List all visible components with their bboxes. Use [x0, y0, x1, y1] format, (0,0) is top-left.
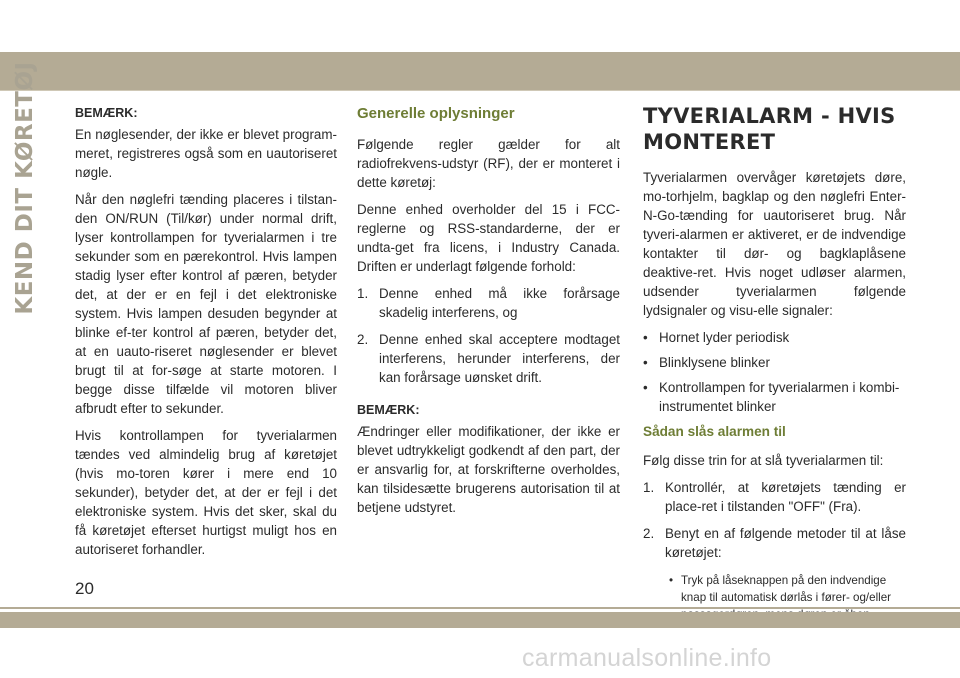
- item-marker: 1.: [643, 480, 655, 495]
- bullet-item: [643, 353, 906, 372]
- column-left: [75, 104, 337, 567]
- sub-bullet-text: Tryk på låseknappen på den indvendige knap til automatisk dørlås i fører- og/eller: [681, 574, 892, 604]
- subsection-heading: Sådan slås alarmen til: [643, 424, 786, 439]
- bullet-icon: •: [669, 574, 674, 587]
- paragraph: Hvis kontrollampen for tyverialarmen tændes ved almindelig brug af køretøjet (hvis mo-toren kører i mere end 10 sekunder), betyder det, at der er fejl i det elektroniske system. Hvis det sker, skal du få køretøjet efterset hurtigst muligt hos en autoriseret forhandler.: [75, 428, 337, 557]
- note-text: En nøglesender, der ikke er blevet program-meret, registreres også som en uautoriseret nøgle.: [75, 127, 337, 180]
- watermark: carmanualsonline.info: [522, 644, 772, 672]
- paragraph: Når den nøglefri tænding placeres i tilstan-den ON/RUN (Til/kør) under normal drift, lyser kontrollampen for tyverialarmen i tre sekunder som en pærekontrol. Hvis lampen stadig lyser efter kontrol af pæren, betyder det, at der er en fejl i det elektroniske system. Hvis lampen desuden begynder at blinke ef-ter kontrol af pæren, betyder det, at en uauto-riseret nøglesender er blevet brugt til at for-søge at starte motoren. I begge disse tilfælde vil motoren bliver afbrudt efter to sekunder.: [75, 192, 337, 416]
- note-heading: BEMÆRK:: [75, 106, 138, 120]
- numbered-item: [357, 330, 620, 387]
- column-middle: [357, 104, 620, 525]
- paragraph: Denne enhed overholder del 15 i FCC-reglerne og RSS-standarderne, der er undta-get fra licens, i Industry Canada. Driften er underlagt følgende forhold:: [357, 202, 620, 274]
- column-right: [643, 104, 906, 623]
- bullet-text: Blinklysene blinker: [659, 355, 770, 370]
- item-marker: 1.: [357, 286, 369, 301]
- bullet-icon: •: [643, 380, 648, 395]
- note-heading: BEMÆRK:: [357, 403, 420, 417]
- item-text: Denne enhed skal acceptere modtaget interferens, herunder interferens, der kan forårsage uønsket drift.: [379, 332, 620, 385]
- item-marker: 2.: [643, 526, 655, 541]
- side-label-text: KEND DIT KØRETØJ: [12, 61, 38, 315]
- bullet-text: Hornet lyder periodisk: [659, 330, 790, 345]
- footer-divider: [0, 607, 960, 609]
- item-text: Denne enhed må ikke forårsage skadelig interferens, og: [379, 286, 620, 320]
- numbered-item: [643, 524, 906, 562]
- item-marker: 2.: [357, 332, 369, 347]
- item-text: Kontrollér, at køretøjets tænding er place-ret i tilstanden "OFF" (Fra).: [665, 480, 906, 514]
- header-band: [0, 52, 960, 90]
- page-number: 20: [75, 579, 94, 598]
- numbered-item: [643, 478, 906, 516]
- paragraph: Tyverialarmen overvåger køretøjets døre, mo-torhjelm, bagklap og den nøglefri Enter-N-Go-tænding for uautoriseret brug. Når tyveri-alarmen er aktiveret, er de indvendige kontakter til dør- og bagklaplåsene deaktive-ret. Hvis noget udløser alarmen, udsender tyverialarmen følgende lydsignaler og visu-elle signaler:: [643, 170, 906, 318]
- paragraph: Følg disse trin for at slå tyverialarmen til:: [643, 453, 884, 468]
- paragraph: Følgende regler gælder for alt radiofrekvens-udstyr (RF), der er monteret i dette køretøj:: [357, 137, 620, 190]
- bullet-item: [643, 328, 906, 347]
- bullet-icon: •: [643, 330, 648, 345]
- bullet-item: [643, 378, 906, 416]
- page-title: TYVERIALARM - HVIS MONTERET: [643, 104, 896, 154]
- section-heading: Generelle oplysninger: [357, 105, 515, 122]
- note-text: Ændringer eller modifikationer, der ikke er blevet udtrykkeligt godkendt af den part, der er ansvarlig for, at forskrifterne overholdes, kan tilsidesætte brugerens autorisation til at betjene udstyret.: [357, 424, 620, 515]
- section-side-label: [0, 61, 50, 315]
- numbered-item: [357, 284, 620, 322]
- item-text: Benyt en af følgende metoder til at låse køretøjet:: [665, 526, 906, 560]
- bullet-text: Kontrollampen for tyverialarmen i kombi-instrumentet blinker: [659, 380, 900, 414]
- header-divider: [0, 90, 960, 91]
- bullet-icon: •: [643, 355, 648, 370]
- footer-band: [0, 612, 960, 628]
